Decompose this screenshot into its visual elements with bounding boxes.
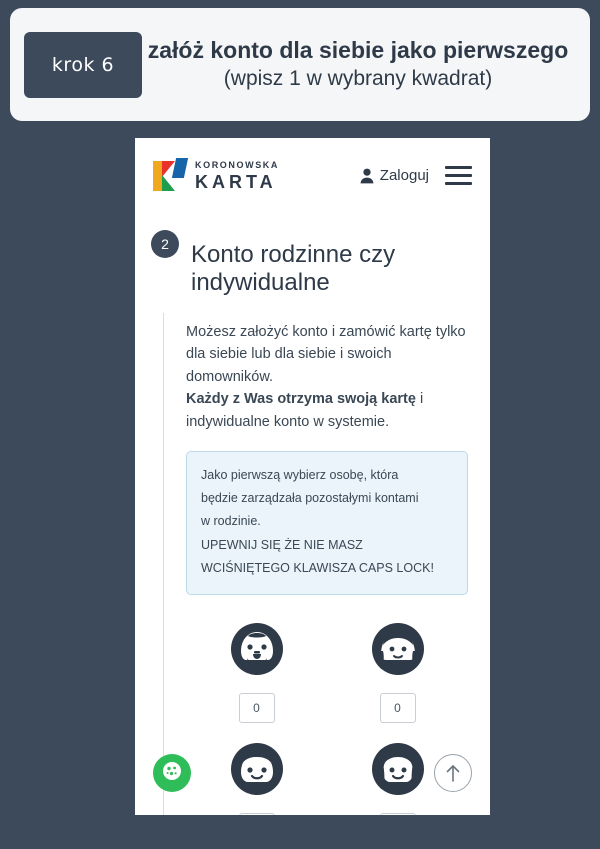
page-content	[135, 213, 490, 815]
member-quantity-input-girl[interactable]	[380, 813, 416, 815]
logo-text-top: KORONOWSKA	[195, 159, 279, 170]
instruction-line-2: (wpisz 1 w wybrany kwadrat)	[223, 67, 493, 91]
logo-text-bottom: KARTA	[195, 171, 277, 192]
step-badge: 2	[151, 230, 179, 258]
step-number-label: krok 6	[51, 53, 115, 76]
avatar-man-with-beard-icon	[229, 621, 285, 677]
logo-wordmark	[195, 161, 279, 191]
member-option-adult-woman	[327, 621, 468, 723]
person-icon	[360, 168, 374, 184]
member-quantity-input-adult-woman[interactable]	[380, 693, 416, 723]
description-rest-text: i indywidualne konto w systemie.	[186, 391, 424, 430]
avatar-girl-icon	[370, 741, 426, 797]
description-paragraph-2	[186, 388, 468, 433]
info-note-box	[186, 451, 468, 595]
section-body	[163, 313, 490, 815]
mobile-viewport	[135, 138, 490, 815]
member-quantity-input-boy[interactable]	[239, 813, 275, 815]
instruction-text	[142, 37, 576, 92]
note-line-2: będzie zarządzała pozostałymi kontami	[201, 491, 419, 506]
section-header	[135, 213, 490, 313]
member-option-boy	[186, 741, 327, 815]
scroll-to-top-button[interactable]	[434, 754, 472, 792]
site-header	[135, 138, 490, 213]
cookie-icon	[162, 761, 182, 786]
login-label: Zaloguj	[379, 167, 429, 184]
avatar-boy-icon	[229, 741, 285, 797]
instruction-banner	[10, 8, 590, 121]
note-line-3: w rodzinie.	[201, 514, 261, 529]
page-title: Konto rodzinne czy indywidualne	[191, 241, 396, 296]
member-option-adult-man	[186, 621, 327, 723]
arrow-up-icon	[444, 763, 462, 783]
step-number-box	[24, 32, 142, 98]
member-quantity-input-adult-man[interactable]	[239, 693, 275, 723]
note-line-1: Jako pierwszą wybierz osobę, która	[201, 468, 399, 483]
avatar-woman-icon	[370, 621, 426, 677]
description-bold-text: Każdy z Was otrzyma swoją kartę	[186, 391, 416, 408]
note-line-5: WCIŚNIĘTEGO KLAWISZA CAPS LOCK!	[201, 560, 434, 575]
hamburger-menu-icon[interactable]	[445, 166, 472, 185]
note-line-4: UPEWNIJ SIĘ ŻE NIE MASZ	[201, 537, 363, 552]
koronowska-karta-logo-icon	[153, 158, 187, 194]
household-member-grid	[186, 621, 468, 815]
instruction-line-1: załóż konto dla siebie jako pierwszego	[147, 37, 569, 64]
login-button[interactable]	[360, 167, 429, 184]
cookie-settings-button[interactable]	[153, 754, 191, 792]
description-paragraph-1: Możesz założyć konto i zamówić kartę tylko dla siebie lub dla siebie i swoich domowników.	[186, 323, 466, 385]
site-logo[interactable]	[153, 158, 279, 194]
header-actions	[360, 166, 472, 185]
